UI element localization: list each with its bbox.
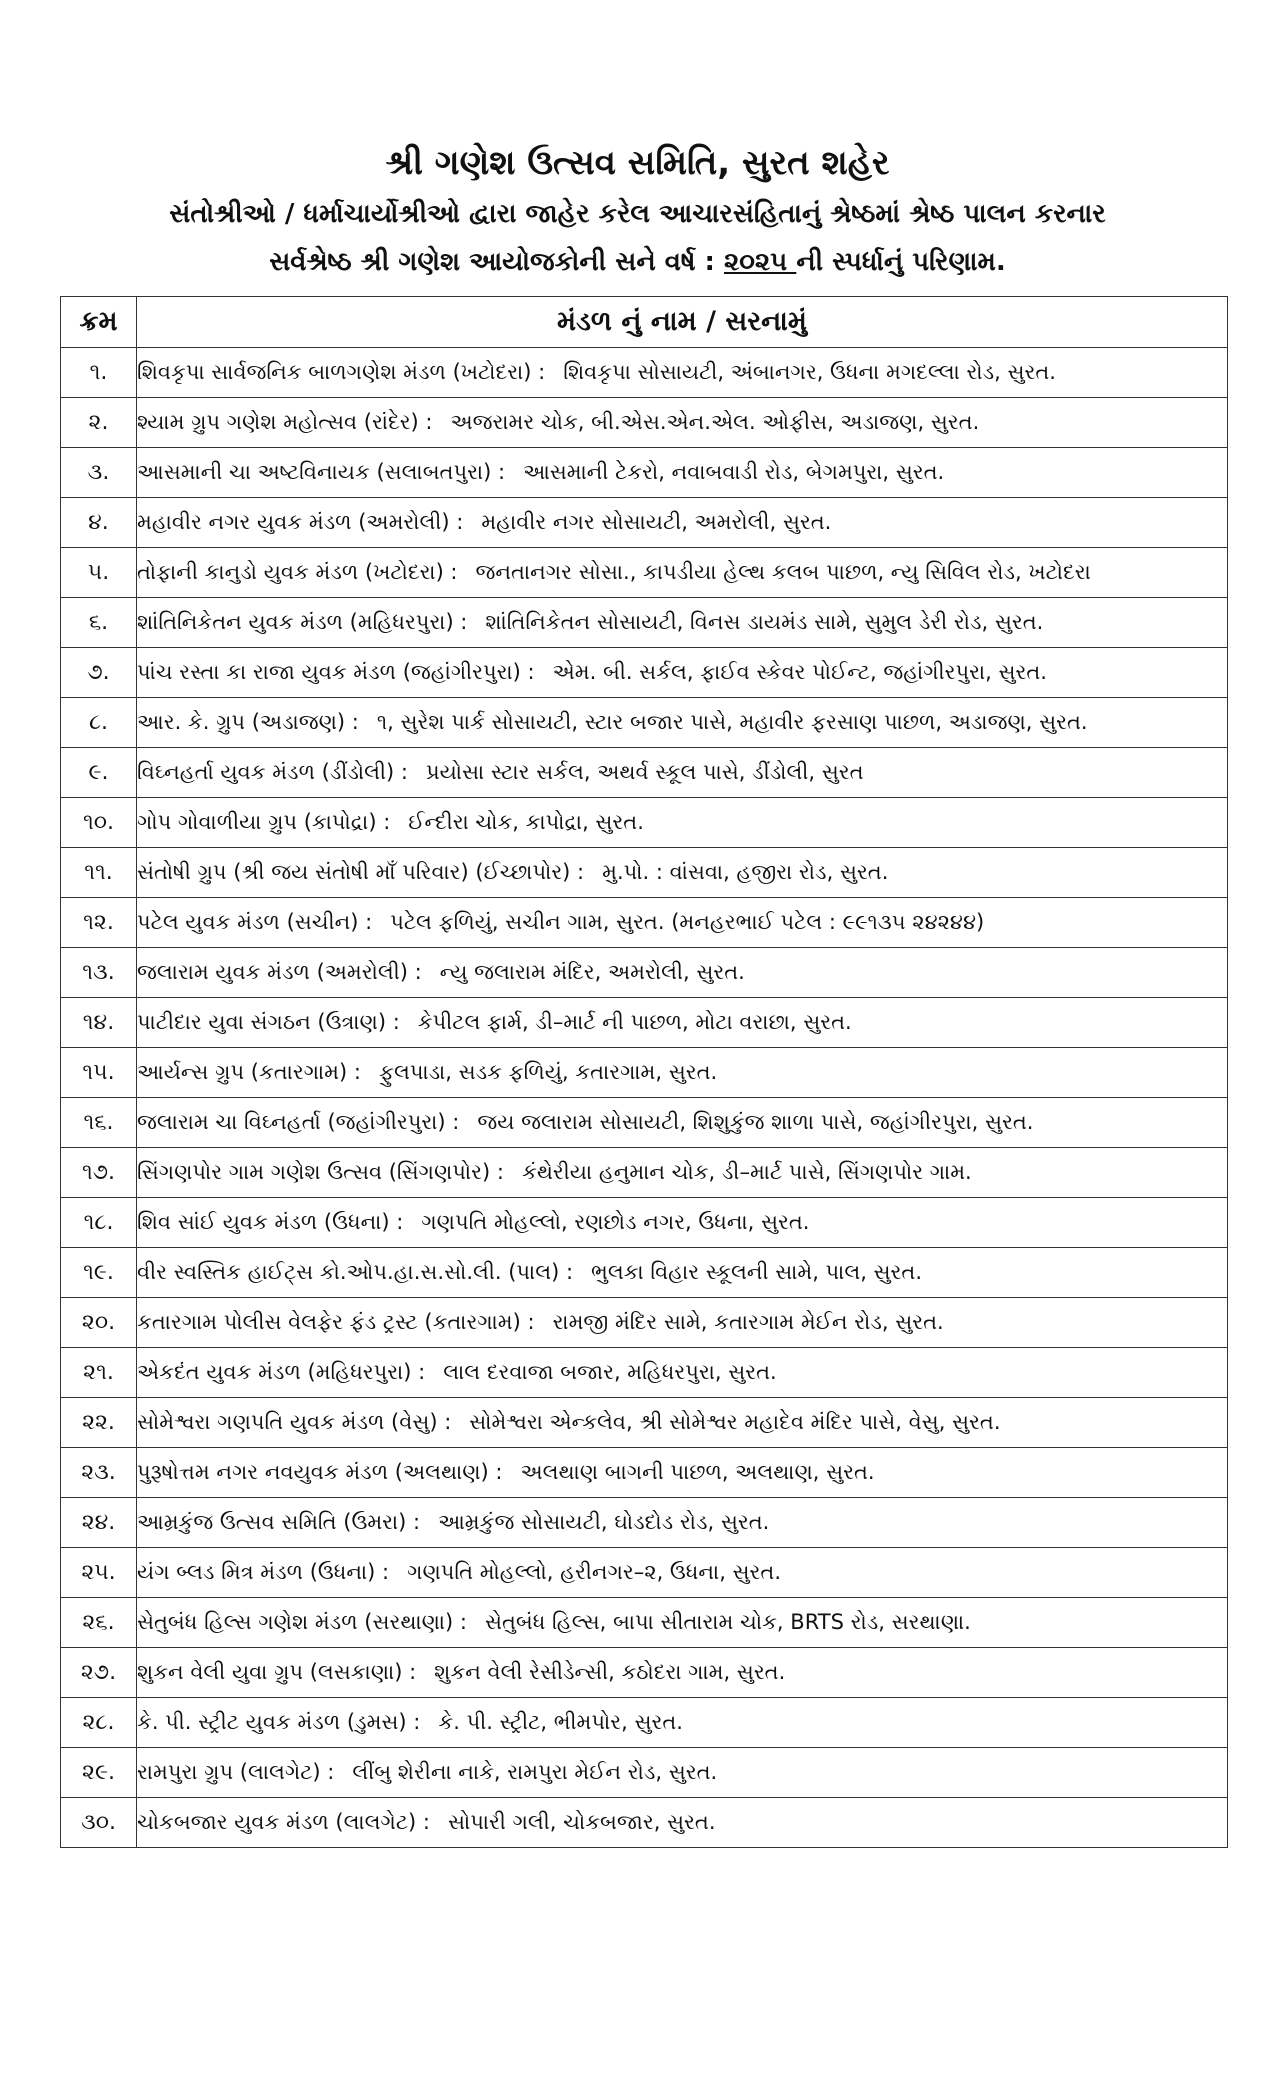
row-entry: [137, 1548, 1228, 1598]
row-number: ૧૮.: [61, 1198, 137, 1248]
mandal-name: રામપુરા ગ્રુપ (લાલગેટ) :: [137, 1760, 335, 1784]
mandal-name: જલારામ ચા વિઘ્નહર્તા (જહાંગીરપુરા) :: [137, 1110, 460, 1134]
row-number: ૧૪.: [61, 998, 137, 1048]
table-row: [61, 648, 1228, 698]
row-entry: [137, 348, 1228, 398]
row-entry: [137, 998, 1228, 1048]
mandal-name: કતારગામ પોલીસ વેલફેર ફંડ ટ્રસ્ટ (કતારગામ) :: [137, 1310, 535, 1334]
mandal-address: શિવકૃપા સોસાયટી, અંબાનગર, ઉધના મગદલ્લા રોડ, સુરત.: [563, 360, 1056, 384]
row-number: ૧૩.: [61, 948, 137, 998]
mandal-address: આમ્રકુંજ સોસાયટી, ઘોડદોડ રોડ, સુરત.: [438, 1510, 770, 1534]
table-row: [61, 1448, 1228, 1498]
row-number: ૧૦.: [61, 798, 137, 848]
mandal-name: પટેલ યુવક મંડળ (સચીન) :: [137, 910, 373, 934]
mandal-name: શિવ સાંઈ યુવક મંડળ (ઉધના) :: [137, 1210, 404, 1234]
mandal-address: ગણપતિ મોહલ્લો, રણછોડ નગર, ઉધના, સુરત.: [421, 1210, 810, 1234]
row-entry: [137, 498, 1228, 548]
mandal-name: પાટીદાર યુવા સંગઠન (ઉત્રાણ) :: [137, 1010, 400, 1034]
row-number: ૪.: [61, 498, 137, 548]
table-row: [61, 1098, 1228, 1148]
row-number: ૧૫.: [61, 1048, 137, 1098]
mandal-name: સંતોષી ગ્રુપ (શ્રી જય સંતોષી માઁ પરિવાર) (ઈચ્છાપોર) :: [137, 860, 585, 884]
table-row: [61, 1748, 1228, 1798]
row-number: ૨૫.: [61, 1548, 137, 1598]
row-entry: [137, 1398, 1228, 1448]
table-row: [61, 998, 1228, 1048]
row-number: ૧૭.: [61, 1148, 137, 1198]
document-header: [0, 140, 1275, 282]
mandal-address: ન્યુ જલારામ મંદિર, અમરોલી, સુરત.: [439, 960, 745, 984]
row-number: ૧૨.: [61, 898, 137, 948]
mandal-address: અલથાણ બાગની પાછળ, અલથાણ, સુરત.: [520, 1460, 875, 1484]
table-row: [61, 1548, 1228, 1598]
row-entry: [137, 1048, 1228, 1098]
row-number: ૨૮.: [61, 1698, 137, 1748]
table-row: [61, 1648, 1228, 1698]
mandal-name: પુરૂષોત્તમ નગર નવયુવક મંડળ (અલથાણ) :: [137, 1460, 503, 1484]
mandal-name: આસમાની ચા અષ્ટવિનાયક (સલાબતપુરા) :: [137, 460, 506, 484]
mandal-name: ગોપ ગોવાળીયા ગ્રુપ (કાપોદ્રા) :: [137, 810, 391, 834]
mandal-address: કે. પી. સ્ટ્રીટ, ભીમપોર, સુરત.: [438, 1710, 683, 1734]
mandal-address: એમ. બી. સર્કલ, ફાઈવ સ્કેવર પોઈન્ટ, જહાંગીરપુરા, સુરત.: [552, 660, 1047, 684]
table-row: [61, 798, 1228, 848]
mandal-name: ચોકબજાર યુવક મંડળ (લાલગેટ) :: [137, 1810, 431, 1834]
mandal-address: સોપારી ગલી, ચોકબજાર, સુરત.: [448, 1810, 716, 1834]
table-header-row: [61, 297, 1228, 348]
table-row: [61, 698, 1228, 748]
row-number: ૨.: [61, 398, 137, 448]
mandal-name: આર. કે. ગ્રુપ (અડાજણ) :: [137, 710, 359, 734]
mandal-address: મહાવીર નગર સોસાયટી, અમરોલી, સુરત.: [481, 510, 832, 534]
mandal-address: અજરામર ચોક, બી.એસ.એન.એલ. ઓફીસ, અડાજણ, સુરત.: [450, 410, 980, 434]
mandal-address: ૧, સુરેશ પાર્ક સોસાયટી, સ્ટાર બજાર પાસે, મહાવીર ફરસાણ પાછળ, અડાજણ, સુરત.: [376, 710, 1088, 734]
row-number: ૭.: [61, 648, 137, 698]
mandal-address: લીંબુ શેરીના નાકે, રામપુરા મેઈન રોડ, સુરત.: [352, 1760, 718, 1784]
mandal-name: શ્યામ ગ્રુપ ગણેશ મહોત્સવ (રાંદેર) :: [137, 410, 433, 434]
row-entry: [137, 1698, 1228, 1748]
row-entry: [137, 548, 1228, 598]
mandal-address: ગણપતિ મોહલ્લો, હરીનગર–૨, ઉધના, સુરત.: [407, 1560, 782, 1584]
row-entry: [137, 1498, 1228, 1548]
row-number: ૧.: [61, 348, 137, 398]
row-number: ૩.: [61, 448, 137, 498]
row-number: ૨૨.: [61, 1398, 137, 1448]
table-row: [61, 1298, 1228, 1348]
mandal-name: મહાવીર નગર યુવક મંડળ (અમરોલી) :: [137, 510, 464, 534]
mandal-name: વિઘ્નહર્તા યુવક મંડળ (ડીંડોલી) :: [137, 760, 408, 784]
mandal-address: મુ.પો. : વાંસવા, હજીરા રોડ, સુરત.: [602, 860, 889, 884]
row-entry: [137, 648, 1228, 698]
mandal-name: શાંતિનિકેતન યુવક મંડળ (મહિધરપુરા) :: [137, 610, 468, 634]
mandal-address: કેપીટલ ફાર્મ, ડી–માર્ટ ની પાછળ, મોટા વરાછા, સુરત.: [417, 1010, 852, 1034]
row-number: ૮.: [61, 698, 137, 748]
row-entry: [137, 1248, 1228, 1298]
row-number: ૨૯.: [61, 1748, 137, 1798]
table-row: [61, 498, 1228, 548]
row-number: ૨૭.: [61, 1648, 137, 1698]
row-entry: [137, 898, 1228, 948]
mandal-name: શુકન વેલી યુવા ગ્રુપ (લસકાણા) :: [137, 1660, 417, 1684]
table-row: [61, 948, 1228, 998]
subtitle-line-1: સંતોશ્રીઓ / ધર્માચાર્યોશ્રીઓ દ્વારા જાહેર કરેલ આચારસંહિતાનું શ્રેષ્ઠમાં શ્રેષ્ઠ પાલન કરનાર: [169, 199, 1106, 229]
page-title: શ્રી ગણેશ ઉત્સવ સમિતિ, સુરત શહેર: [385, 143, 890, 183]
subtitle-line-2-suffix: ની સ્પર્ધાનું પરિણામ.: [796, 247, 1006, 277]
mandal-address: જય જલારામ સોસાયટી, શિશુકુંજ શાળા પાસે, જહાંગીરપુરા, સુરત.: [477, 1110, 1034, 1134]
row-entry: [137, 1448, 1228, 1498]
row-entry: [137, 748, 1228, 798]
mandal-name: સોમેશ્વરા ગણપતિ યુવક મંડળ (વેસુ) :: [137, 1410, 452, 1434]
mandal-address: ભુલકા વિહાર સ્કૂલની સામે, પાલ, સુરત.: [591, 1260, 923, 1284]
mandal-name: તોફાની કાનુડો યુવક મંડળ (ખટોદરા) :: [137, 560, 458, 584]
row-entry: [137, 398, 1228, 448]
row-number: ૨૧.: [61, 1348, 137, 1398]
row-number: ૨૬.: [61, 1598, 137, 1648]
mandal-address: ફુલપાડા, સડક ફળિયું, કતારગામ, સુરત.: [378, 1060, 718, 1084]
table-row: [61, 1798, 1228, 1848]
column-header-name-address: મંડળ નું નામ / સરનામું: [137, 297, 1228, 348]
mandal-name: પાંચ રસ્તા કા રાજા યુવક મંડળ (જહાંગીરપુરા) :: [137, 660, 535, 684]
row-entry: [137, 1798, 1228, 1848]
row-entry: [137, 1148, 1228, 1198]
table-row: [61, 1248, 1228, 1298]
table-row: [61, 1698, 1228, 1748]
table-row: [61, 1148, 1228, 1198]
mandal-address: ઈન્દીરા ચોક, કાપોદ્રા, સુરત.: [408, 810, 644, 834]
table-row: [61, 898, 1228, 948]
row-number: ૯.: [61, 748, 137, 798]
mandal-address: પ્રયોસા સ્ટાર સર્કલ, અથર્વ સ્કૂલ પાસે, ડીંડોલી, સુરત: [425, 760, 864, 784]
mandal-name: આમ્રકુંજ ઉત્સવ સમિતિ (ઉમરા) :: [137, 1510, 421, 1534]
mandal-name: આર્યન્સ ગ્રુપ (કતારગામ) :: [137, 1060, 361, 1084]
mandal-name: વીર સ્વસ્તિક હાઈટ્સ કો.ઓપ.હા.સ.સો.લી. (પાલ) :: [137, 1260, 574, 1284]
row-entry: [137, 698, 1228, 748]
row-number: ૨૩.: [61, 1448, 137, 1498]
subtitle-line-2-prefix: સર્વશ્રેષ્ઠ શ્રી ગણેશ આયોજકોની સને વર્ષ :: [269, 247, 724, 277]
mandal-address: સેતુબંધ હિલ્સ, બાપા સીતારામ ચોક, BRTS રોડ, સરથાણા.: [484, 1610, 971, 1634]
mandal-address: સોમેશ્વરા એન્કલેવ, શ્રી સોમેશ્વર મહાદેવ મંદિર પાસે, વેસુ, સુરત.: [469, 1410, 1001, 1434]
table-row: [61, 598, 1228, 648]
row-entry: [137, 1598, 1228, 1648]
mandal-name: કે. પી. સ્ટ્રીટ યુવક મંડળ (ડુમસ) :: [137, 1710, 421, 1734]
row-number: ૩૦.: [61, 1798, 137, 1848]
row-entry: [137, 848, 1228, 898]
table-row: [61, 398, 1228, 448]
competition-year: ૨૦૨૫: [724, 247, 797, 277]
row-entry: [137, 1348, 1228, 1398]
row-number: ૬.: [61, 598, 137, 648]
row-entry: [137, 1098, 1228, 1148]
table-row: [61, 748, 1228, 798]
table-row: [61, 1398, 1228, 1448]
mandal-address: રામજી મંદિર સામે, કતારગામ મેઈન રોડ, સુરત.: [552, 1310, 944, 1334]
table-row: [61, 1198, 1228, 1248]
row-entry: [137, 1648, 1228, 1698]
table-row: [61, 1348, 1228, 1398]
row-entry: [137, 1198, 1228, 1248]
row-entry: [137, 1298, 1228, 1348]
mandal-address: જનતાનગર સોસા., કાપડીયા હેલ્થ કલબ પાછળ, ન્યુ સિવિલ રોડ, ખટોદરા: [475, 560, 1091, 584]
mandal-name: એકદંત યુવક મંડળ (મહિધરપુરા) :: [137, 1360, 426, 1384]
table-row: [61, 348, 1228, 398]
row-entry: [137, 798, 1228, 848]
table-row: [61, 448, 1228, 498]
table-row: [61, 1598, 1228, 1648]
row-number: ૨૦.: [61, 1298, 137, 1348]
row-entry: [137, 948, 1228, 998]
mandal-address: કંથેરીયા હનુમાન ચોક, ડી–માર્ટ પાસે, સિંગણપોર ગામ.: [522, 1160, 972, 1184]
mandal-address: પટેલ ફળિયું, સચીન ગામ, સુરત. (મનહરભાઈ પટેલ : ૯૯૧૩૫ ૨૪૨૪૪): [390, 910, 985, 934]
table-body: [61, 348, 1228, 1848]
row-entry: [137, 448, 1228, 498]
mandal-name: સિંગણપોર ગામ ગણેશ ઉત્સવ (સિંગણપોર) :: [137, 1160, 504, 1184]
mandal-address: આસમાની ટેકરો, નવાબવાડી રોડ, બેગમપુરા, સુરત.: [523, 460, 945, 484]
table-row: [61, 1498, 1228, 1548]
table-row: [61, 1048, 1228, 1098]
subtitle-line-2: [0, 242, 1275, 282]
row-entry: [137, 598, 1228, 648]
mandal-address: લાલ દરવાજા બજાર, મહિધરપુરા, સુરત.: [443, 1360, 777, 1384]
mandal-address: શાંતિનિકેતન સોસાયટી, વિનસ ડાયમંડ સામે, સુમુલ ડેરી રોડ, સુરત.: [485, 610, 1044, 634]
column-header-number: ક્રમ: [61, 297, 137, 348]
row-entry: [137, 1748, 1228, 1798]
mandal-name: જલારામ યુવક મંડળ (અમરોલી) :: [137, 960, 422, 984]
row-number: ૧૯.: [61, 1248, 137, 1298]
mandal-name: સેતુબંધ હિલ્સ ગણેશ મંડળ (સરથાણા) :: [137, 1610, 467, 1634]
mandal-name: યંગ બ્લડ મિત્ર મંડળ (ઉધના) :: [137, 1560, 390, 1584]
row-number: ૫.: [61, 548, 137, 598]
results-table: [60, 296, 1228, 1848]
table-row: [61, 548, 1228, 598]
row-number: ૧૬.: [61, 1098, 137, 1148]
row-number: ૧૧.: [61, 848, 137, 898]
mandal-name: શિવકૃપા સાર્વજનિક બાળગણેશ મંડળ (ખટોદરા) :: [137, 360, 546, 384]
mandal-address: શુકન વેલી રેસીડેન્સી, કઠોદરા ગામ, સુરત.: [434, 1660, 786, 1684]
table-row: [61, 848, 1228, 898]
row-number: ૨૪.: [61, 1498, 137, 1548]
